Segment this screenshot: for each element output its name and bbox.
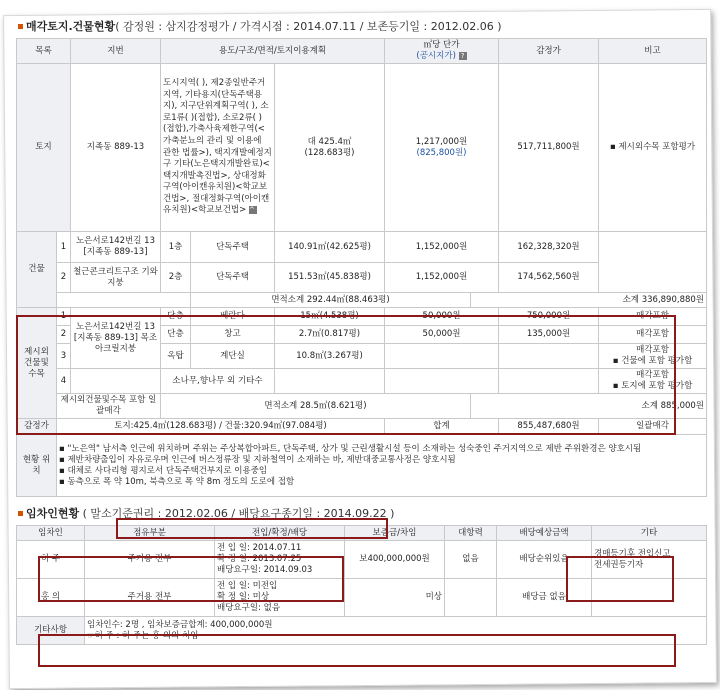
others-content: [85, 617, 707, 645]
tenant-move-in: 전 입 일: 미전입: [217, 581, 278, 591]
tenant-deposit: 미상: [345, 579, 445, 617]
tenant-claim: 배당요구일: 2014.09.03: [217, 565, 313, 575]
tenant-table: [16, 525, 707, 645]
extra-use: 소나무,향나무 외 기타수: [161, 369, 275, 394]
col-header-unit-price: [385, 39, 499, 64]
section-bullet-icon: [18, 511, 23, 516]
building-structure: 철근콘크리트구조 기와지붕: [71, 263, 161, 293]
extra-row-no: 3: [57, 344, 71, 369]
building-address: 노은서로142번길 13 [지족동 889-13]: [71, 232, 161, 263]
extra-address: 노은서로142번길 13 [지족동 889-13] 목조 아크릴지붕: [71, 308, 161, 369]
tenant-header-deposit: 보증금/차임: [345, 526, 445, 541]
building-floor: 1층: [161, 232, 191, 263]
tenant-part: 주거용 전부: [85, 541, 215, 579]
extra-floor: 단층: [161, 326, 191, 344]
extra-note: 매각포함 ▪ 토지에 포함 평가함: [599, 369, 707, 394]
tenant-dates: [215, 579, 345, 617]
tenant-name: 홍 의: [17, 579, 85, 617]
tenant-other: 경매등기후 전입신고 전세권등기자: [592, 541, 707, 579]
extra-label: 제시외 건물및 수목: [17, 308, 57, 419]
others-label: 기타사항: [17, 617, 85, 645]
building-floor: 2층: [161, 263, 191, 293]
appraisal-sum-label: 합계: [385, 419, 499, 435]
section-bullet-icon: [18, 24, 23, 29]
tenant-opposing: 없음: [445, 541, 497, 579]
collapse-icon[interactable]: ^: [249, 206, 257, 214]
extra-unit-price: 50,000원: [385, 308, 499, 326]
building-row-no: 2: [57, 263, 71, 293]
building-area: 140.91㎡(42.625평): [275, 232, 385, 263]
auction-info-page: [16, 18, 706, 678]
location-line: ▪ 동측으로 폭 약 10m, 북측으로 폭 약 8m 정도의 도로에 접함: [59, 476, 295, 487]
extra-appraisal: 135,000원: [499, 326, 599, 344]
land-unit-price-value: 1,217,000원: [415, 136, 468, 147]
extra-use: 창고: [191, 326, 275, 344]
location-line: ▪ 대체로 사다리형 평지로서 단독주택건부지로 이용중임: [59, 465, 268, 476]
land-label: 토지: [17, 64, 71, 232]
tenant-opposing: [445, 579, 497, 617]
col-header-lot: 지번: [71, 39, 161, 64]
extra-bulk-sale-label: 제시외건물및수목 포함 일괄매각: [57, 394, 161, 419]
land-area-pyeong: (128.683평): [304, 147, 355, 158]
extra-row-no: 4: [57, 369, 71, 394]
extra-use: 계단실: [191, 344, 275, 369]
building-appraisal: 174,562,560원: [499, 263, 599, 293]
col-header-use: 용도/구조/면적/토지이용계획: [161, 39, 385, 64]
land-building-table: [16, 38, 707, 497]
extra-floor: 단층: [161, 308, 191, 326]
extra-use: 베란다: [191, 308, 275, 326]
tenant-deposit: 보400,000,000원: [345, 541, 445, 579]
tenant-header-dates: 전입/확정/배당: [215, 526, 345, 541]
land-plan-text: 도시지역( ), 제2종일반주거지역, 기타용지(단독주택용지), 지구단위계획구역( ), 소로1류( )(접합), 소로2류( )(접합),가축사육제한구역(<가축분뇨의 관리 및 이용에 관한 법률>), 택지개발예정지구 기타(노은택지개발완료)<택지개발촉진법>, 상대정화구역(아이캔유치원)<학교보건법>, 절대정화구역(아이캔유치원)<학교보건법>: [163, 77, 272, 216]
appraisal-total-label: 감정가: [17, 419, 57, 435]
tenant-header-other: 기타: [592, 526, 707, 541]
building-unit-price: 1,152,000원: [385, 232, 499, 263]
appraisal-total-detail: 토지:425.4㎡(128.683평) / 건물:320.94㎡(97.084평): [57, 419, 385, 435]
tenant-name: 허 주: [17, 541, 85, 579]
extra-note: 매각포함 ▪ 건물에 포함 평가함: [599, 344, 707, 369]
building-subtotal-area: 면적소계 292.44㎡(88.463평): [191, 293, 471, 308]
section-tenant-title: [16, 505, 706, 523]
col-header-note: 비고: [599, 39, 707, 64]
tenant-part: 주거용 전부: [85, 579, 215, 617]
land-lot: 지족동 889-13: [71, 64, 161, 232]
location-description: [57, 435, 707, 497]
land-official-price: (825,800원): [416, 147, 467, 158]
section-title-text: 매각토지.건물현황: [26, 20, 116, 33]
section-subtitle: ( 감정원 : 삼지감정평가 / 가격시점 : 2014.07.11 / 보존등기일 : 2012.02.06 ): [115, 20, 502, 33]
tenant-fixed: 확 정 일: 미상: [217, 592, 270, 602]
tenant-header-name: 임차인: [17, 526, 85, 541]
land-use-plan: [161, 64, 275, 232]
extra-subtotal-area: 면적소계 28.5㎡(8.621평): [161, 394, 471, 419]
official-price-label: (공시지가): [416, 51, 456, 61]
section-land-building-title: [16, 18, 706, 36]
building-area: 151.53㎡(45.838평): [275, 263, 385, 293]
building-label: 건물: [17, 232, 57, 308]
extra-area: 10.8㎡(3.267평): [275, 344, 385, 369]
extra-note: 매각포함: [599, 308, 707, 326]
tenant-dividend: 배당순위있음: [497, 541, 592, 579]
extra-floor: 옥탑: [161, 344, 191, 369]
others-line: ☞허 주 : 허 주는 홍 의의 처임: [87, 630, 199, 641]
col-header-no: 목록: [17, 39, 71, 64]
land-unit-price: [385, 64, 499, 232]
extra-subtotal-amount: 소계 885,000원: [471, 394, 707, 419]
building-unit-price: 1,152,000원: [385, 263, 499, 293]
extra-appraisal: 750,000원: [499, 308, 599, 326]
extra-row-no: 2: [57, 326, 71, 344]
extra-note: 매각포함: [599, 326, 707, 344]
building-use: 단독주택: [191, 263, 275, 293]
tenant-claim: 배당요구일: 없음: [217, 603, 281, 613]
land-note: ▪ 제시외수목 포함평가: [599, 64, 707, 232]
tenant-header-part: 점유부분: [85, 526, 215, 541]
land-appraisal: 517,711,800원: [499, 64, 599, 232]
tenant-header-dividend: 배당예상금액: [497, 526, 592, 541]
extra-unit-price: 50,000원: [385, 326, 499, 344]
extra-area: 15㎡(4.538평): [275, 308, 385, 326]
building-appraisal: 162,328,320원: [499, 232, 599, 263]
section-title-text: 임차인현황: [26, 507, 80, 520]
tenant-move-in: 전 입 일: 2014.07.11: [217, 543, 302, 553]
building-subtotal-amount: 소계 336,890,880원: [471, 293, 707, 308]
building-row-no: 1: [57, 232, 71, 263]
land-area: [275, 64, 385, 232]
land-area-value: 대 425.4㎡: [307, 136, 352, 147]
others-line: 임차인수: 2명 , 임차보증금합계: 400,000,000원: [87, 619, 273, 630]
tenant-other: [592, 579, 707, 617]
help-icon[interactable]: ?: [459, 52, 467, 60]
tenant-fixed: 확 정 일: 2013.07.25: [217, 554, 302, 564]
unit-price-label: ㎡당 단가: [423, 40, 460, 50]
tenant-dividend: 배당금 없음: [497, 579, 592, 617]
location-label: 현황 위치: [17, 435, 57, 497]
tenant-dates: [215, 541, 345, 579]
col-header-appraisal: 감정가: [499, 39, 599, 64]
location-line: ▪ "노은역" 남서측 인근에 위치하며 주위는 주상복합아파트, 단독주택, 상가 및 근린생활시설 등이 소재하는 성숙중인 주거지역으로 제반 주위환경은 양호시됨: [59, 443, 642, 454]
extra-row-no: 1: [57, 308, 71, 326]
appraisal-method: 일괄매각: [599, 419, 707, 435]
extra-area: 2.7㎡(0.817평): [275, 326, 385, 344]
tenant-header-opposing: 대항력: [445, 526, 497, 541]
section-subtitle: ( 말소기준권리 : 2012.02.06 / 배당요구종기일 : 2014.09.22 ): [82, 507, 395, 520]
appraisal-sum: 855,487,680원: [499, 419, 599, 435]
building-note: [599, 232, 707, 293]
location-line: ▪ 제반차량출입이 자유로우며 인근에 버스정류장 및 지하철역이 소재하는 바, 제반대중교통사정은 양호시됨: [59, 454, 456, 465]
building-use: 단독주택: [191, 232, 275, 263]
